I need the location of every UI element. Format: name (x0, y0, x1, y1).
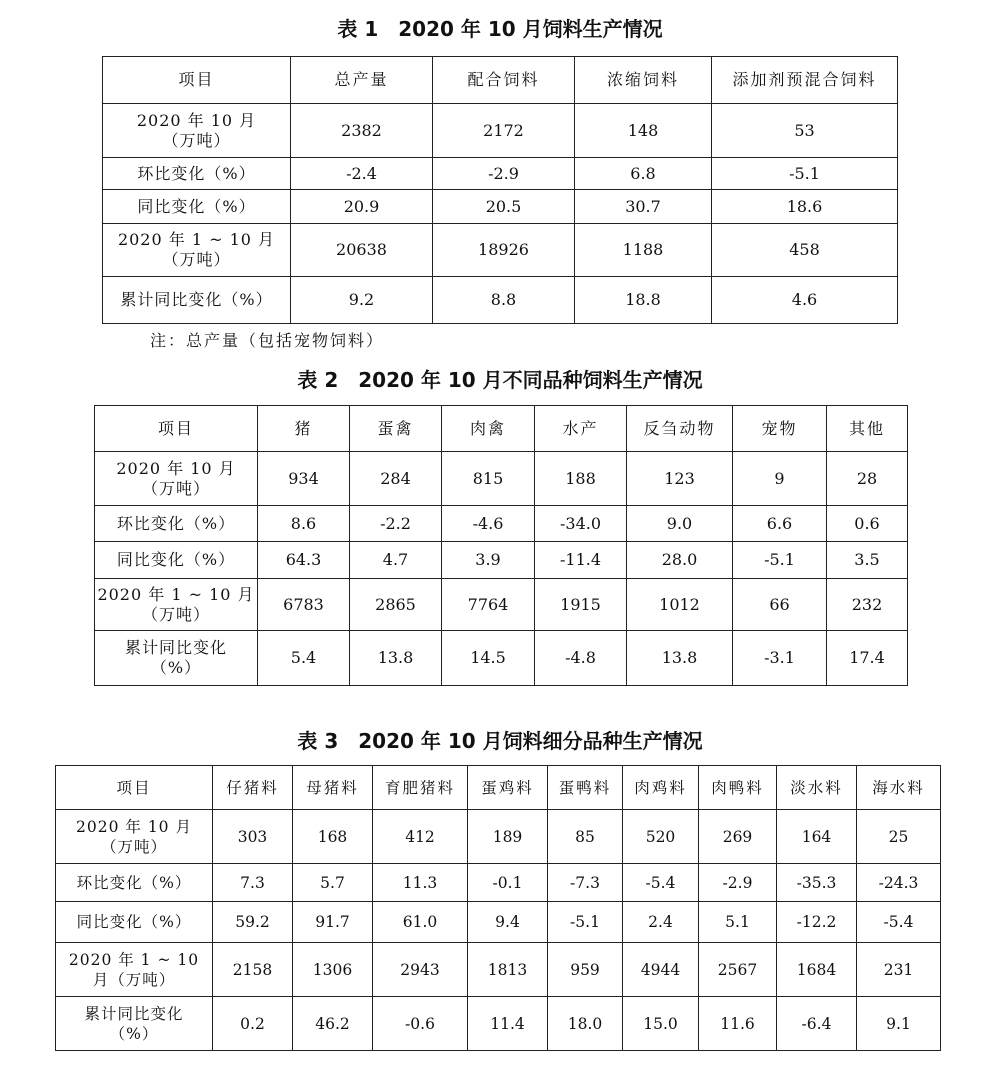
table3-value-cell: 2943 (373, 943, 468, 997)
table3-header-cell: 海水料 (857, 766, 941, 810)
table2 (94, 405, 908, 686)
table2-value-cell: 17.4 (827, 631, 908, 686)
table3-header-cell: 肉鸡料 (623, 766, 699, 810)
table1-value-cell: 8.8 (433, 277, 575, 324)
table2-header-cell: 水产 (535, 406, 627, 452)
table3-value-cell: 25 (857, 810, 941, 864)
table1-row (103, 158, 898, 190)
table2-row-label (95, 542, 258, 579)
table1-value-cell: 18926 (433, 224, 575, 277)
table1-value-cell: 148 (575, 104, 712, 158)
table3-value-cell: 1306 (293, 943, 373, 997)
table1-value-cell: 18.6 (712, 190, 898, 224)
table1-value-cell: 2172 (433, 104, 575, 158)
table1 (102, 56, 898, 324)
table2-title: 表 2 2020 年 10 月不同品种饲料生产情况 (297, 368, 703, 392)
table1-row-label (103, 277, 291, 324)
table2-value-cell: -34.0 (535, 506, 627, 542)
table3-row (56, 943, 941, 997)
table3-row (56, 810, 941, 864)
table1-value-cell: 53 (712, 104, 898, 158)
table2-value-cell: 6.6 (733, 506, 827, 542)
table3-value-cell: 91.7 (293, 902, 373, 943)
table2-value-cell: 5.4 (258, 631, 350, 686)
table2-header-cell: 宠物 (733, 406, 827, 452)
table3-row (56, 864, 941, 902)
table3-value-cell: 11.6 (699, 997, 777, 1051)
table3-value-cell: -2.9 (699, 864, 777, 902)
table1-value-cell: 20.5 (433, 190, 575, 224)
table3-value-cell: 1813 (468, 943, 548, 997)
table2-value-cell: 3.9 (442, 542, 535, 579)
table2-value-cell: 13.8 (350, 631, 442, 686)
table2-value-cell: 64.3 (258, 542, 350, 579)
table1-value-cell: -5.1 (712, 158, 898, 190)
table2-row (95, 631, 908, 686)
table1-row (103, 277, 898, 324)
table2-value-cell: -2.2 (350, 506, 442, 542)
table3-header-cell: 母猪料 (293, 766, 373, 810)
row-label-line1: 同比变化（%） (137, 196, 256, 216)
table1-row (103, 104, 898, 158)
table1-body (103, 57, 898, 324)
table3-header-cell: 肉鸭料 (699, 766, 777, 810)
row-label-line1: 累计同比变化 (84, 1004, 184, 1023)
table3-value-cell: 4944 (623, 943, 699, 997)
row-label-line1: 2020 年 10 月 (136, 110, 257, 130)
table3-row (56, 902, 941, 943)
table2-header-cell: 其他 (827, 406, 908, 452)
table3-title: 表 3 2020 年 10 月饲料细分品种生产情况 (297, 729, 703, 753)
row-label-line1: 2020 年 10 月 (116, 458, 236, 478)
table3-header-cell: 仔猪料 (213, 766, 293, 810)
table3-value-cell: 269 (699, 810, 777, 864)
table2-value-cell: 815 (442, 452, 535, 506)
table2-value-cell: -5.1 (733, 542, 827, 579)
row-label-line1: 环比变化（%） (76, 873, 192, 892)
table2-header-row (95, 406, 908, 452)
table3-value-cell: 5.7 (293, 864, 373, 902)
row-label-line2: （万吨） (162, 250, 231, 269)
table3-row-label (56, 997, 213, 1051)
row-label-line2: （万吨） (141, 478, 210, 498)
table1-header-cell: 添加剂预混合饲料 (712, 57, 898, 104)
table3-value-cell: -35.3 (777, 864, 857, 902)
row-label-line1: 累计同比变化（%） (120, 290, 273, 309)
table2-value-cell: -3.1 (733, 631, 827, 686)
table3-value-cell: 303 (213, 810, 293, 864)
table1-row (103, 190, 898, 224)
table3-value-cell: -0.6 (373, 997, 468, 1051)
table2-row (95, 579, 908, 631)
table3-row-label (56, 864, 213, 902)
table3-value-cell: 1684 (777, 943, 857, 997)
row-label-line1: 环比变化（%） (137, 163, 256, 183)
table3-value-cell: 5.1 (699, 902, 777, 943)
table3-header-cell: 蛋鸭料 (548, 766, 623, 810)
table3-value-cell: 9.4 (468, 902, 548, 943)
table3-value-cell: -5.4 (857, 902, 941, 943)
table1-header-cell: 项目 (103, 57, 291, 104)
row-label-line1: 2020 年 10 月 (76, 817, 192, 836)
table2-header-cell: 蛋禽 (350, 406, 442, 452)
table1-header-row (103, 57, 898, 104)
table2-value-cell: 3.5 (827, 542, 908, 579)
table3-row-label (56, 943, 213, 997)
table1-value-cell: 9.2 (291, 277, 433, 324)
row-label-line1: 同比变化（%） (76, 913, 192, 931)
table3-value-cell: -5.1 (548, 902, 623, 943)
table3-value-cell: 18.0 (548, 997, 623, 1051)
table1-value-cell: 6.8 (575, 158, 712, 190)
table2-value-cell: 66 (733, 579, 827, 631)
table2-value-cell: 2865 (350, 579, 442, 631)
table3-value-cell: 168 (293, 810, 373, 864)
table2-value-cell: 1012 (627, 579, 733, 631)
table3-value-cell: 189 (468, 810, 548, 864)
table2-value-cell: 8.6 (258, 506, 350, 542)
table3-value-cell: 2158 (213, 943, 293, 997)
table2-row (95, 506, 908, 542)
row-label-line1: 2020 年 1 ~ 10 (68, 950, 200, 969)
table3-value-cell: 59.2 (213, 902, 293, 943)
table3-value-cell: 11.3 (373, 864, 468, 902)
table2-value-cell: 9.0 (627, 506, 733, 542)
table2-row-label (95, 631, 258, 686)
table2-value-cell: 284 (350, 452, 442, 506)
table2-value-cell: 232 (827, 579, 908, 631)
table2-row-label (95, 506, 258, 542)
table3-value-cell: 520 (623, 810, 699, 864)
table1-header-cell: 总产量 (291, 57, 433, 104)
table3-row (56, 997, 941, 1051)
table2-value-cell: 9 (733, 452, 827, 506)
table2-value-cell: 1915 (535, 579, 627, 631)
table1-value-cell: 1188 (575, 224, 712, 277)
table1-row (103, 224, 898, 277)
table2-header-cell: 反刍动物 (627, 406, 733, 452)
table3-value-cell: -5.4 (623, 864, 699, 902)
table1-value-cell: -2.9 (433, 158, 575, 190)
row-label-line2: （万吨） (141, 604, 210, 624)
table3-value-cell: -24.3 (857, 864, 941, 902)
table1-value-cell: 458 (712, 224, 898, 277)
row-label-line1: 环比变化（%） (116, 513, 236, 533)
table2-value-cell: 4.7 (350, 542, 442, 579)
table3-body (56, 766, 941, 1051)
table3-header-row (56, 766, 941, 810)
table3-value-cell: 61.0 (373, 902, 468, 943)
row-label-line1: 2020 年 1 ~ 10 月 (117, 230, 276, 249)
table2-row (95, 452, 908, 506)
table1-header-cell: 配合饲料 (433, 57, 575, 104)
table2-row (95, 542, 908, 579)
table2-value-cell: -4.8 (535, 631, 627, 686)
row-label-line1: 同比变化（%） (116, 550, 236, 569)
table2-value-cell: 28 (827, 452, 908, 506)
row-label-line2: （万吨） (100, 837, 167, 856)
table3-value-cell: 164 (777, 810, 857, 864)
table3-value-cell: 0.2 (213, 997, 293, 1051)
table3-value-cell: 412 (373, 810, 468, 864)
table3-value-cell: -7.3 (548, 864, 623, 902)
table2-header-cell: 猪 (258, 406, 350, 452)
table2-body (95, 406, 908, 686)
table3-value-cell: -12.2 (777, 902, 857, 943)
table3-value-cell: 231 (857, 943, 941, 997)
table1-header-cell: 浓缩饲料 (575, 57, 712, 104)
row-label-line1: 2020 年 1 ~ 10 月 (97, 584, 255, 604)
table3-value-cell: -6.4 (777, 997, 857, 1051)
table2-value-cell: 28.0 (627, 542, 733, 579)
table1-value-cell: 20.9 (291, 190, 433, 224)
table1-value-cell: 18.8 (575, 277, 712, 324)
table2-header-cell: 肉禽 (442, 406, 535, 452)
table3-value-cell: 85 (548, 810, 623, 864)
table2-value-cell: 934 (258, 452, 350, 506)
table1-value-cell: 20638 (291, 224, 433, 277)
table3-value-cell: 7.3 (213, 864, 293, 902)
row-label-line2: （%） (109, 1024, 159, 1043)
table3-value-cell: 9.1 (857, 997, 941, 1051)
table2-value-cell: 123 (627, 452, 733, 506)
table3-value-cell: 46.2 (293, 997, 373, 1051)
table3-header-cell: 淡水料 (777, 766, 857, 810)
table1-value-cell: 4.6 (712, 277, 898, 324)
table2-value-cell: 6783 (258, 579, 350, 631)
table3-row-label (56, 902, 213, 943)
table3-row-label (56, 810, 213, 864)
table1-row-label (103, 158, 291, 190)
table2-row-label (95, 579, 258, 631)
table2-header-cell: 项目 (95, 406, 258, 452)
table3-header-cell: 育肥猪料 (373, 766, 468, 810)
table2-row-label (95, 452, 258, 506)
table3-value-cell: -0.1 (468, 864, 548, 902)
row-label-line2: （%） (150, 658, 202, 677)
table1-row-label (103, 190, 291, 224)
table3 (55, 765, 941, 1051)
table3-value-cell: 2567 (699, 943, 777, 997)
table1-value-cell: 2382 (291, 104, 433, 158)
table2-value-cell: 13.8 (627, 631, 733, 686)
table3-header-cell: 项目 (56, 766, 213, 810)
table2-value-cell: 7764 (442, 579, 535, 631)
row-label-line2: （万吨） (162, 130, 231, 150)
table1-value-cell: -2.4 (291, 158, 433, 190)
table3-header-cell: 蛋鸡料 (468, 766, 548, 810)
table1-value-cell: 30.7 (575, 190, 712, 224)
row-label-line1: 累计同比变化 (124, 638, 227, 657)
table2-value-cell: 188 (535, 452, 627, 506)
table1-title: 表 1 2020 年 10 月饲料生产情况 (337, 17, 663, 41)
row-label-line2: 月（万吨） (92, 970, 176, 989)
table3-value-cell: 959 (548, 943, 623, 997)
table3-value-cell: 15.0 (623, 997, 699, 1051)
table2-value-cell: 0.6 (827, 506, 908, 542)
table3-value-cell: 2.4 (623, 902, 699, 943)
table2-value-cell: -4.6 (442, 506, 535, 542)
table3-value-cell: 11.4 (468, 997, 548, 1051)
table1-note: 注：总产量（包括宠物饲料） (150, 331, 385, 350)
table2-value-cell: 14.5 (442, 631, 535, 686)
table1-row-label (103, 224, 291, 277)
table1-row-label (103, 104, 291, 158)
table2-value-cell: -11.4 (535, 542, 627, 579)
